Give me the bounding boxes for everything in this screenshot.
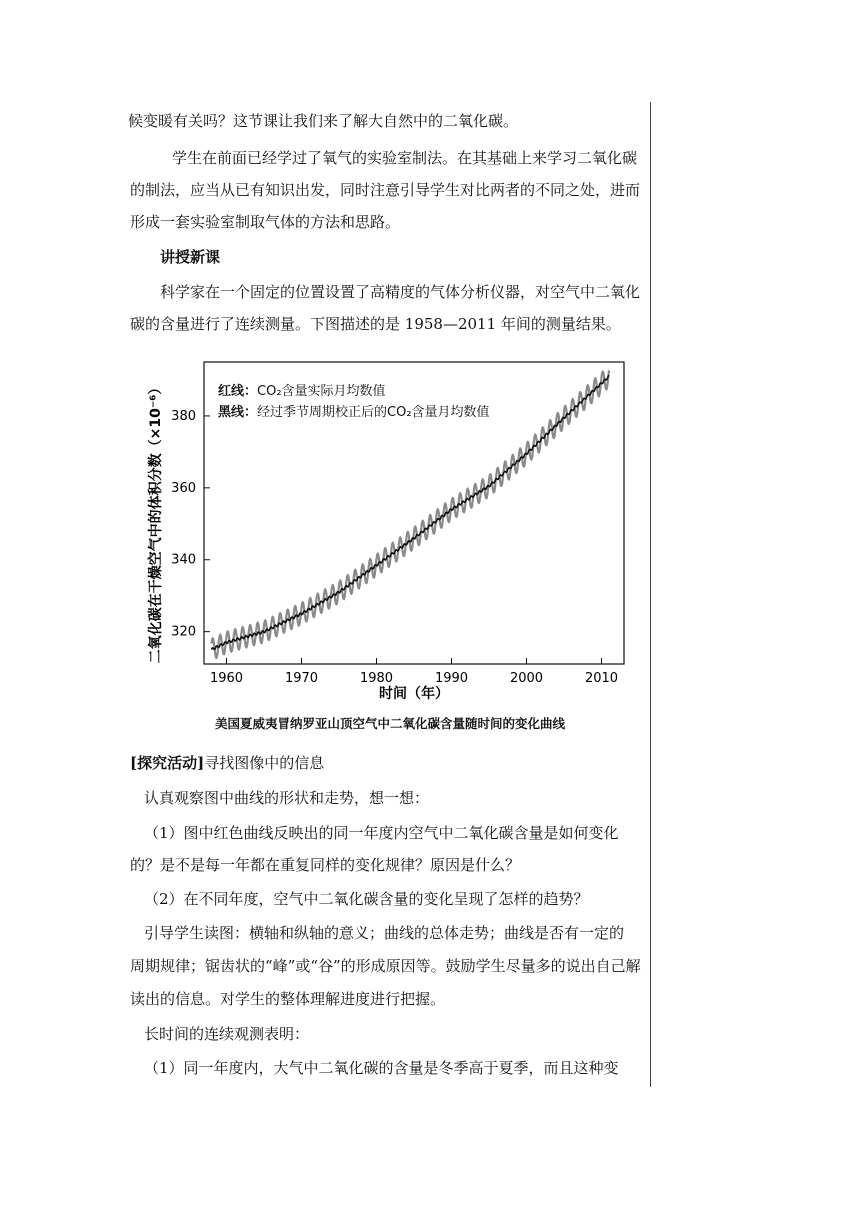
x-tick-label: 2000 [509, 671, 544, 686]
guide-line1: 引导学生读图：横轴和纵轴的意义；曲线的总体走势；曲线是否有一定的 [144, 924, 625, 942]
legend-black-text: 经过季节周期校正后的CO₂含量月均数值 [257, 405, 490, 420]
paragraph-observe: 认真观察图中曲线的形状和走势，想一想： [144, 789, 430, 807]
observation-intro: 长时间的连续观测表明： [144, 1025, 310, 1043]
legend-black-label: 黑线： [218, 405, 258, 420]
legend-red-label: 红线： [218, 384, 258, 399]
y-tick-label: 340 [171, 552, 196, 568]
figure-caption: 美国夏威夷冒纳罗亚山顶空气中二氧化碳含量随时间的变化曲线 [214, 716, 565, 731]
activity-tag: [探究活动] [130, 754, 205, 772]
y-axis-label: 二氧化碳在干燥空气中的体积分数（×10⁻⁶） [148, 380, 164, 664]
co2-line-chart [142, 352, 638, 708]
observation-1: （1）同一年度内，大气中二氧化碳的含量是冬季高于夏季，而且这种变 [144, 1059, 619, 1077]
x-tick-label: 1990 [434, 671, 469, 686]
activity-title: 寻找图像中的信息 [204, 754, 325, 772]
x-tick-label: 2010 [584, 671, 619, 686]
legend-black-entry [218, 404, 490, 420]
legend-red-text: CO₂含量实际月均数值 [257, 384, 386, 399]
question-2: （2）在不同年度，空气中二氧化碳含量的变化呈现了怎样的趋势？ [144, 890, 589, 908]
legend-red-entry [218, 383, 386, 399]
paragraph-students-line3: 形成一套实验室制取气体的方法和思路。 [130, 213, 401, 231]
guide-line2: 周期规律；锯齿状的“峰”或“谷”的形成原因等。鼓励学生尽量多的说出自己解 [130, 957, 641, 975]
paragraph-scientists-line1: 科学家在一个固定的位置设置了高精度的气体分析仪器，对空气中二氧化 [160, 283, 641, 301]
section-heading: 讲授新课 [160, 248, 221, 266]
paragraph-students-line2: 的制法，应当从已有知识出发，同时注意引导学生对比两者的不同之处，进而 [130, 181, 641, 199]
x-tick-label: 1960 [209, 671, 244, 686]
paragraph-students-line1: 学生在前面已经学过了氧气的实验室制法。在其基础上来学习二氧化碳 [172, 149, 638, 167]
y-tick-label: 360 [171, 480, 196, 496]
question-1-line1: （1）图中红色曲线反映出的同一年度内空气中二氧化碳含量是如何变化 [144, 824, 619, 842]
y-tick-label: 320 [171, 624, 196, 640]
x-tick-label: 1970 [284, 671, 319, 686]
paragraph-intro-end: 候变暖有关吗？这节课让我们来了解大自然中的二氧化碳。 [128, 112, 519, 130]
guide-line3: 读出的信息。对学生的整体理解进度进行把握。 [130, 990, 446, 1008]
question-1-line2: 的？是不是每一年都在重复同样的变化规律？原因是什么？ [130, 856, 521, 874]
activity-line [130, 747, 645, 779]
y-tick-label: 380 [171, 408, 196, 424]
x-axis-label: 时间（年） [379, 686, 449, 702]
x-tick-label: 1980 [359, 671, 394, 686]
paragraph-scientists-line2: 碳的含量进行了连续测量。下图描述的是 1958—2011 年间的测量结果。 [130, 315, 621, 333]
